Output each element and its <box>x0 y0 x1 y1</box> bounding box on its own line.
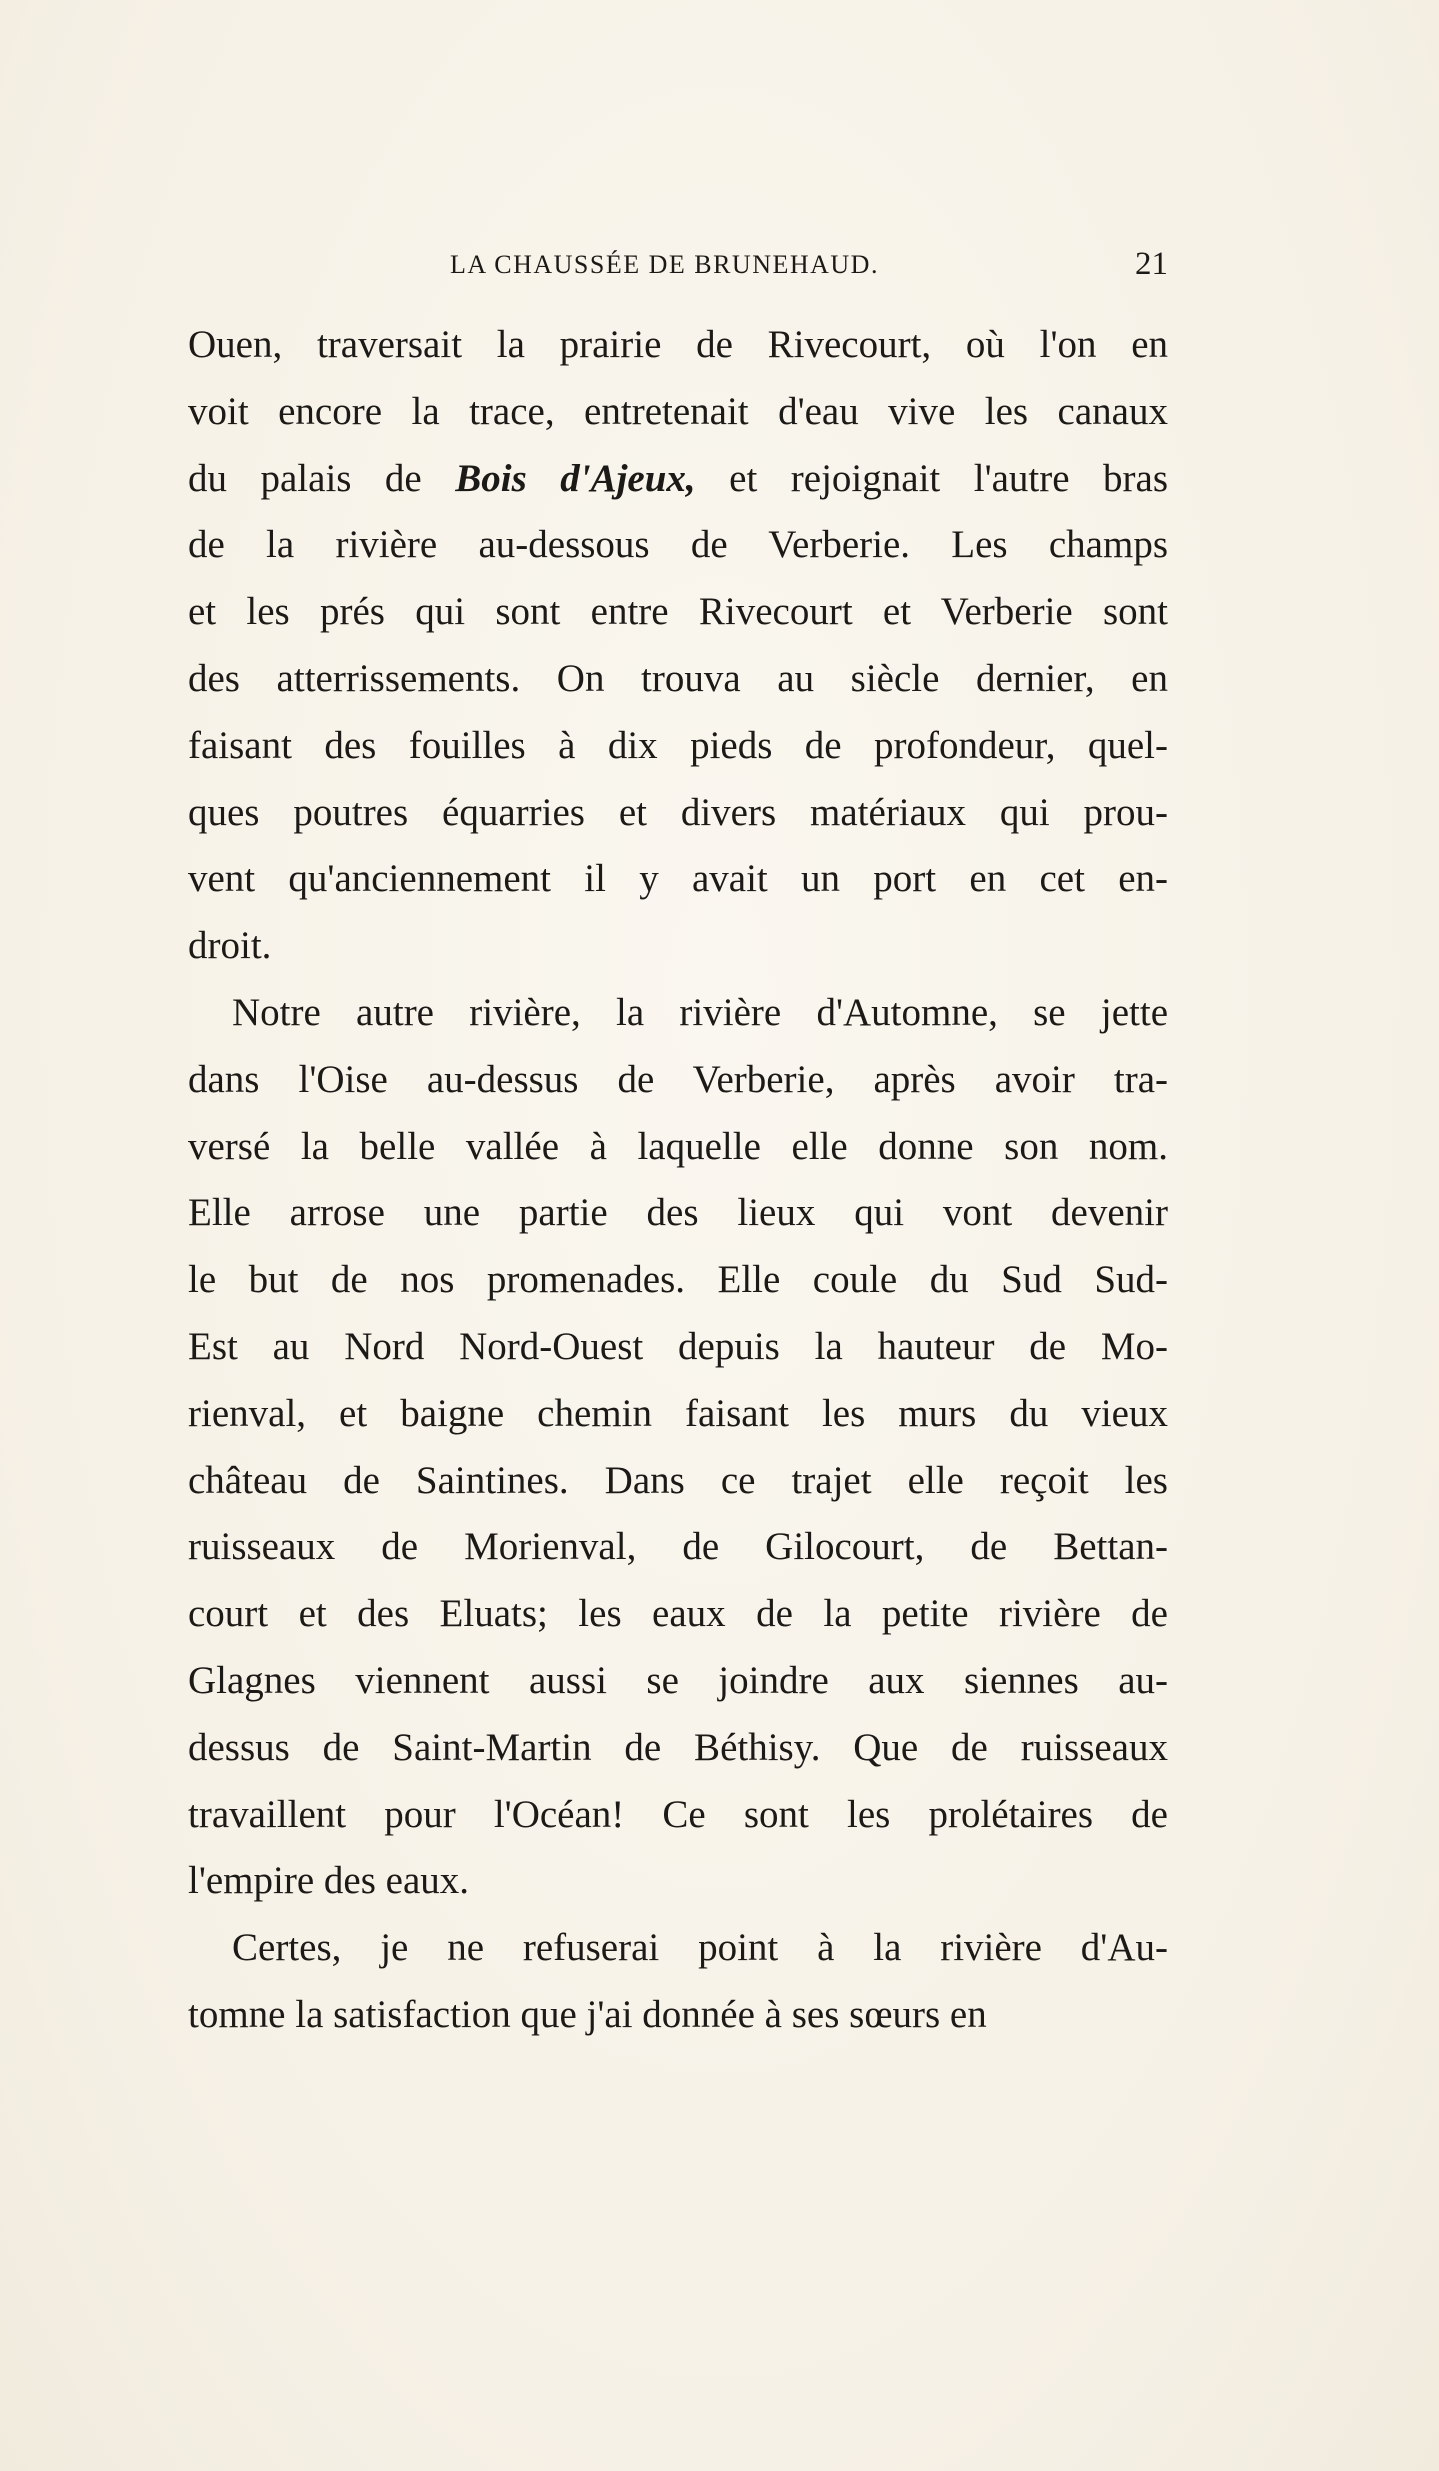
text-line: faisant des fouilles à dix pieds de profondeur, quel- <box>188 723 1168 767</box>
text-line: du palais de Bois d'Ajeux, et rejoignait l'autre bras <box>188 456 1168 500</box>
text-line: Est au Nord Nord-Ouest depuis la hauteur de Mo- <box>188 1324 1168 1368</box>
text-line: Certes, je ne refuserai point à la rivière d'Au- <box>232 1926 1168 1970</box>
text-line: ruisseaux de Morienval, de Gilocourt, de Bettan- <box>188 1525 1168 1569</box>
paragraph <box>188 980 1168 1915</box>
text-line: des atterrissements. On trouva au siècle dernier, en <box>188 656 1168 700</box>
text-line: de la rivière au-dessous de Verberie. Les champs <box>188 523 1168 567</box>
paragraph <box>188 312 1168 980</box>
text-line: Notre autre rivière, la rivière d'Automne, se jette <box>232 990 1168 1034</box>
text-line: ques poutres équarries et divers matériaux qui prou- <box>188 790 1168 834</box>
page-number: 21 <box>1135 246 1168 282</box>
running-head <box>188 246 1168 286</box>
text-line: court et des Eluats; les eaux de la petite rivière de <box>188 1592 1168 1636</box>
text-line: travaillent pour l'Océan! Ce sont les prolétaires de <box>188 1792 1168 1836</box>
text-line: dessus de Saint-Martin de Béthisy. Que de ruisseaux <box>188 1725 1168 1769</box>
text-line: versé la belle vallée à laquelle elle donne son nom. <box>188 1124 1168 1168</box>
text-line: tomne la satisfaction que j'ai donnée à ses sœurs en <box>188 1992 987 2036</box>
text-line: vent qu'anciennement il y avait un port en cet en- <box>188 857 1168 901</box>
body-text <box>188 312 1168 2049</box>
text-line: voit encore la trace, entretenait d'eau vive les canaux <box>188 389 1168 433</box>
text-line: le but de nos promenades. Elle coule du Sud Sud- <box>188 1258 1168 1302</box>
text-line: l'empire des eaux. <box>188 1859 469 1903</box>
italic-text: Bois d'Ajeux, <box>455 456 696 500</box>
text-line: Glagnes viennent aussi se joindre aux siennes au- <box>188 1658 1168 1702</box>
running-title: LA CHAUSSÉE DE BRUNEHAUD. <box>450 250 879 279</box>
text-line: dans l'Oise au-dessus de Verberie, après avoir tra- <box>188 1057 1168 1101</box>
text-line: Ouen, traversait la prairie de Rivecourt, où l'on en <box>188 323 1168 366</box>
text-line: rienval, et baigne chemin faisant les murs du vieux <box>188 1391 1168 1435</box>
text-line: château de Saintines. Dans ce trajet elle reçoit les <box>188 1458 1168 1502</box>
text-line: Elle arrose une partie des lieux qui vont devenir <box>188 1191 1168 1235</box>
text-line: et les prés qui sont entre Rivecourt et Verberie sont <box>188 590 1168 634</box>
text-line: droit. <box>188 924 272 968</box>
paragraph <box>188 1915 1168 2049</box>
